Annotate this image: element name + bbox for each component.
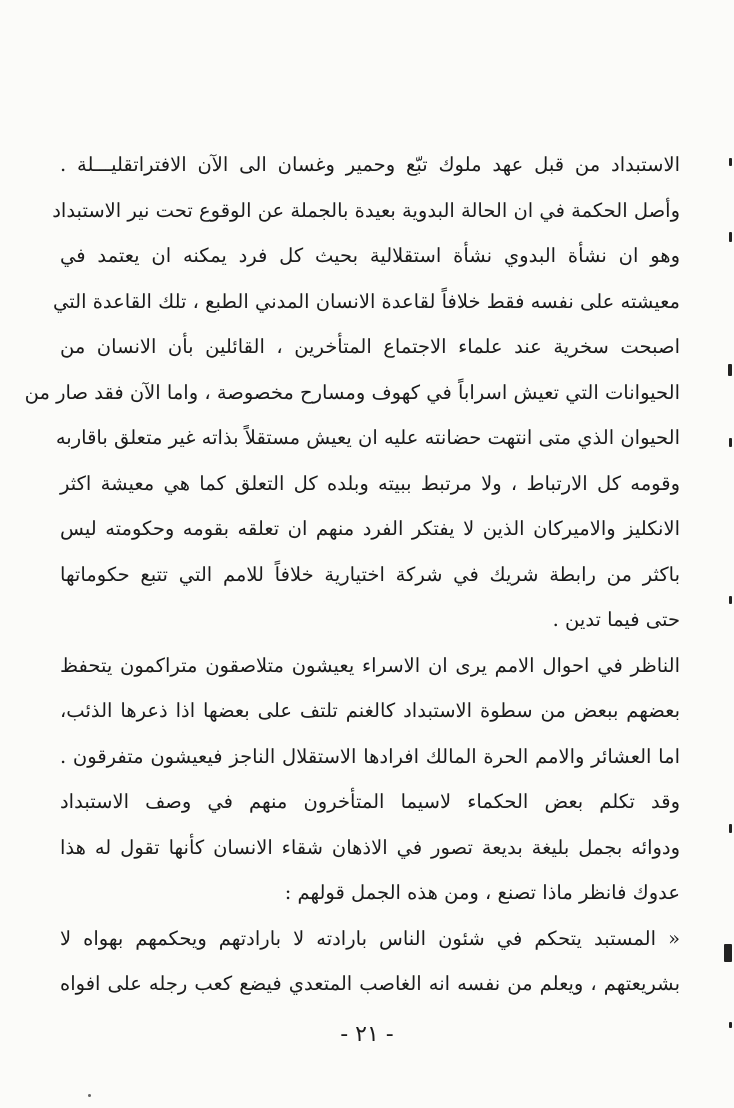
text-line: معيشته على نفسه فقط خلافاً لقاعدة الانسان المدني الطبع ، تلك القاعدة التي [53, 289, 680, 313]
text-line: بعضهم ببعض من سطوة الاستبداد كالغنم تلتف على بعضها اذا ذعرها الذئب، [60, 699, 680, 722]
text-line: حتى فيما تدين . [552, 608, 680, 631]
text-line: وقد تكلم بعض الحكماء لاسيما المتأخرون منهم في وصف الاستبداد [60, 790, 680, 813]
text-line: وأصل الحكمة في ان الحالة البدوية بعيدة بالجملة عن الوقوع تحت نير الاستبداد [52, 198, 680, 222]
margin-mark [729, 1022, 732, 1028]
text-line: عدوك فانظر ماذا تصنع ، ومن هذه الجمل قولهم : [284, 881, 680, 904]
text-line: اصبحت سخرية عند علماء الاجتماع المتأخرين ، القائلين بأن الانسان من [60, 335, 680, 358]
margin-mark [729, 158, 732, 166]
margin-mark [729, 824, 732, 833]
margin-mark [729, 232, 732, 242]
text-line: الحيوان الذي متى انتهت حضانته عليه ان يعيش مستقلاً بذاته غير متعلق باقاربه [55, 426, 680, 449]
text-line: اما العشائر والامم الحرة المالك افرادها الاستقلال الناجز فيعيشون متفرقون . [60, 744, 680, 768]
text-line: بشريعتهم ، ويعلم من نفسه انه الغاصب المتعدي فيضع كعب رجله على افواه [60, 972, 680, 995]
text-line: وهو ان نشأة البدوي نشأة استقلالية بحيث كل فرد يمكنه ان يعتمد في [60, 244, 680, 267]
text-line: باكثر من رابطة شريك في شركة اختيارية خلافاً للامم التي تتبع حكوماتها [60, 562, 680, 586]
margin-mark [724, 944, 732, 962]
margin-mark [729, 438, 732, 447]
scan-speck [88, 1094, 91, 1097]
text-line: وقومه كل الارتباط ، ولا مرتبط ببيته وبلده كل التعلق كما هي معيشة اكثر [60, 471, 680, 495]
margin-mark [729, 596, 732, 604]
text-line: الناظر في احوال الامم يرى ان الاسراء يعيشون متلاصقون متراكمون يتحفظ [60, 653, 680, 677]
margin-mark [728, 364, 732, 376]
text-line: « المستبد يتحكم في شئون الناس بارادته لا بارادتهم ويحكمهم بهواه لا [60, 926, 680, 950]
text-line: الانكليز والاميركان الذين لا يفتكر الفرد منهم ان تعلقه بقومه وحكومته ليس [60, 517, 680, 540]
text-line: الحيوانات التي تعيش اسراباً في كهوف ومسارح مخصوصة ، واما الآن فقد صار من [24, 380, 680, 404]
text-line: الاستبداد من قبل عهد ملوك تبّع وحمير وغسان الى الآن الافتراتقليـــلة . [60, 153, 680, 176]
page-number: - ٢١ - [340, 1022, 394, 1047]
text-line: ودوائه بجمل بليغة بديعة تصور في الاذهان شقاء الانسان كأنها تقول له هذا [60, 835, 680, 859]
body-text [24, 142, 680, 1007]
